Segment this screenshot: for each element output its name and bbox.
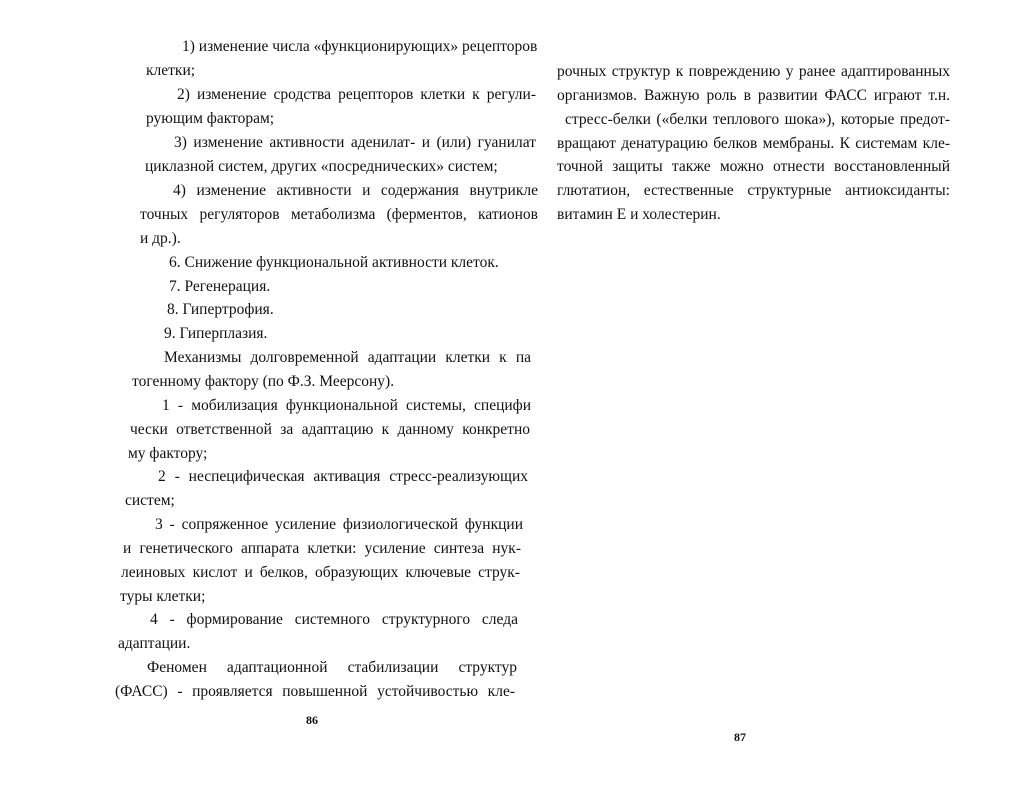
- text-line: туры клетки;: [120, 588, 206, 605]
- text-line: вращают денатурацию белков мембраны. К системам кле-: [557, 135, 950, 152]
- text-line: 9. Гиперплазия.: [164, 325, 268, 342]
- text-line: точной защиты также можно отнести восстановленный: [557, 158, 950, 175]
- text-line: му фактору;: [128, 445, 208, 462]
- text-line: 4) изменение активности и содержания внутрикле: [173, 182, 538, 199]
- text-line: 2) изменение сродства рецепторов клетки к регули-: [177, 86, 536, 103]
- text-line: 3) изменение активности аденилат- и (или) гуанилат: [174, 134, 536, 151]
- text-line: 4 - формирование системного структурного следа: [150, 611, 518, 628]
- text-line: глютатион, естественные структурные антиоксиданты:: [557, 182, 950, 199]
- text-line: адаптации.: [118, 635, 191, 652]
- text-line: и генетического аппарата клетки: усиление синтеза нук-: [123, 540, 521, 557]
- text-line: 2 - неспецифическая активация стресс-реализующих: [158, 468, 528, 485]
- text-line: рочных структур к повреждению у ранее адаптированных: [557, 63, 950, 80]
- text-line: 1) изменение числа «функционирующих» рецепторов: [182, 38, 538, 55]
- text-line: систем;: [125, 492, 175, 509]
- text-line: (ФАСС) - проявляется повышенной устойчивостью кле-: [115, 683, 515, 700]
- text-line: 8. Гипертрофия.: [167, 301, 274, 318]
- text-line: точных регуляторов метаболизма (ферментов, катионов: [140, 206, 538, 223]
- text-line: 3 - сопряженное усиление физиологической функции: [155, 516, 523, 533]
- text-line: 7. Регенерация.: [169, 278, 271, 295]
- text-line: Механизмы долговременной адаптации клетки к па: [164, 349, 531, 366]
- page-number-right: 87: [734, 730, 746, 744]
- text-line: 6. Снижение функциональной активности клеток.: [169, 254, 499, 271]
- text-line: чески ответственной за адаптацию к данному конкретно: [130, 421, 530, 438]
- text-line: циклазной систем, других «посреднических» систем;: [145, 158, 498, 175]
- text-line: витамин Е и холестерин.: [557, 206, 721, 223]
- text-line: Феномен адаптационной стабилизации структур: [147, 659, 517, 676]
- text-line: рующим факторам;: [146, 110, 275, 127]
- text-line: клетки;: [146, 62, 196, 79]
- text-line: леиновых кислот и белков, образующих ключевые струк-: [121, 564, 520, 581]
- text-line: стресс-белки («белки теплового шока»), которые предот-: [565, 111, 950, 128]
- text-line: тогенному фактору (по Ф.З. Меерсону).: [132, 373, 395, 390]
- text-line: и др.).: [140, 230, 181, 247]
- page-number-left: 86: [306, 713, 318, 727]
- text-line: организмов. Важную роль в развитии ФАСС играют т.н.: [557, 87, 950, 104]
- text-line: 1 - мобилизация функциональной системы, специфи: [162, 397, 531, 414]
